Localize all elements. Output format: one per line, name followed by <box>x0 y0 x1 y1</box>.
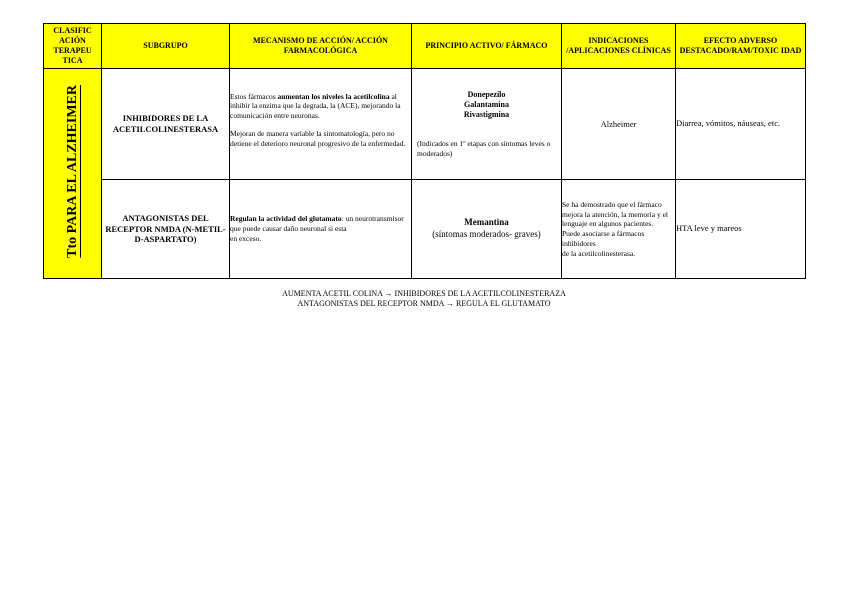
therapeutic-class-cell <box>44 69 102 279</box>
summary-line: AUMENTA ACETIL COLINA → INHIBIDORES DE LA ACETILCOLINESTERAZA <box>282 289 566 298</box>
mechanism-cell <box>230 69 412 180</box>
summary-line: ANTAGONISTAS DEL RECEPTOR NMDA → REGULA EL GLUTAMATO <box>297 299 551 309</box>
indication-cell <box>562 180 676 279</box>
subgroup-cell: ANTAGONISTAS DEL RECEPTOR NMDA (N-METIL-D-ASPARTATO) <box>102 180 230 279</box>
therapeutic-table <box>43 23 806 279</box>
mechanism-text: al inhibir la enzima que la degrada, la (ACE), mejorando la comunicación entre neuronas. <box>230 91 401 121</box>
mechanism-paragraph <box>230 92 411 121</box>
indication-line: Puede asociarse a fármacos inhibidores <box>562 229 645 248</box>
header-subgroup: SUBGRUPO <box>102 24 230 69</box>
mechanism-text: en exceso. <box>230 233 262 243</box>
table-row <box>44 180 806 279</box>
mechanism-cell <box>230 180 412 279</box>
subgroup-cell: INHIBIDORES DE LA ACETILCOLINESTERASA <box>102 69 230 180</box>
drug-cell <box>412 180 562 279</box>
drug-name: Rivastigmina <box>463 110 510 120</box>
header-adverse-effects: EFECTO ADVERSO DESTACADO/RAM/TOXIC IDAD <box>676 24 806 69</box>
therapeutic-class-label: Tto PARA EL ALZHEIMER <box>64 84 80 258</box>
header-active-principle: PRINCIPIO ACTIVO/ FÁRMACO <box>412 24 562 69</box>
drug-note: (Indicados en 1º etapas con síntomas leves o moderados) <box>417 138 551 158</box>
header-mechanism: MECANISMO DE ACCIÓN/ ACCIÓN FARMACOLÓGICA <box>230 24 412 69</box>
header-indications: INDICACIONES /APLICACIONES CLÍNICAS <box>562 24 676 69</box>
mechanism-paragraph <box>230 214 411 234</box>
mechanism-highlight: aumentan los niveles la acetilcolina <box>277 91 390 101</box>
table-row <box>44 69 806 180</box>
indication-line: de la acetilcolinesterasa. <box>562 248 636 258</box>
mechanism-highlight: Regulan la actividad del glutamato <box>230 214 342 224</box>
drug-cell <box>412 69 562 180</box>
adverse-cell: Diarrea, vómitos, náuseas, etc. <box>676 69 806 180</box>
mechanism-paragraph: Mejoran de manera variable la sintomatología, pero no detiene el deterioro neuronal progresivo de la enfermedad. <box>230 128 406 148</box>
indication-cell: Alzheimer <box>562 69 676 180</box>
adverse-cell: HTA leve y mareos <box>676 180 806 279</box>
header-classification: CLASIFIC ACIÓN TERAPEU TICA <box>44 24 102 69</box>
drug-name: Galantamina <box>464 100 509 110</box>
summary-notes <box>0 289 848 310</box>
indication-line: Se ha demostrado que el fármaco mejora la atención, la memoria y el lenguaje en algunos pacientes. <box>562 199 668 229</box>
drug-name: Donepezilo <box>467 89 506 99</box>
drug-note: (síntomas moderados- graves) <box>432 229 541 239</box>
header-row <box>44 24 806 69</box>
drug-name: Memantina <box>464 217 509 228</box>
mechanism-text: Estos fármacos <box>230 91 278 101</box>
mechanism-text: : un neurotransmisor que puede causar daño neuronal si esta <box>230 214 404 234</box>
